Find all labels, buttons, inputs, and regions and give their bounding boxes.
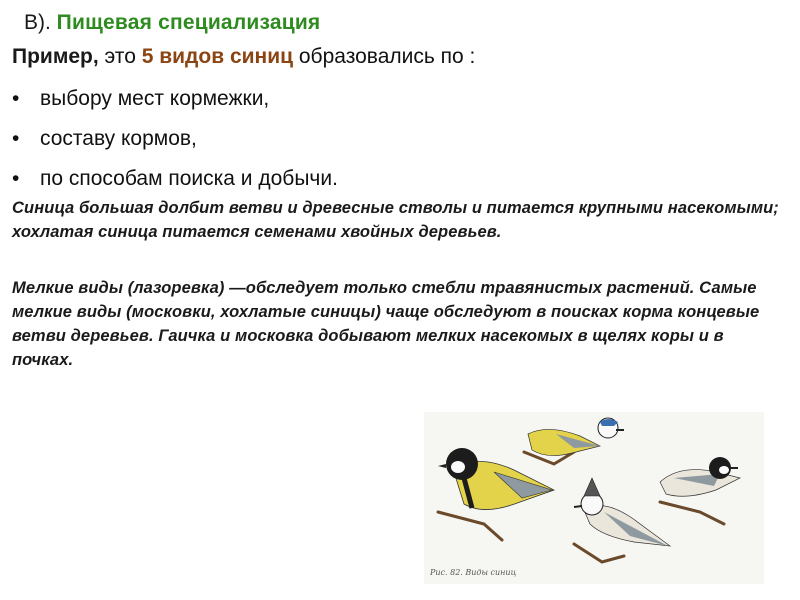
branch-3	[574, 544, 624, 562]
example-highlight: 5 видов синиц	[141, 45, 294, 68]
example-mid: это	[98, 45, 142, 68]
paragraph-great-tit: Синица большая долбит ветви и древесные стволы и питается крупными насекомыми; хохлатая синица питается семенами хвойных деревьев.	[12, 199, 779, 241]
list-item	[12, 86, 338, 126]
example-lead: Пример,	[12, 45, 99, 68]
branch-1	[438, 512, 502, 540]
slide-title	[24, 10, 320, 36]
coal-tit-bird	[660, 457, 740, 496]
title-prefix: В).	[24, 11, 57, 34]
blue-tit-bird	[528, 418, 624, 456]
bullet-text: по способам поиска и добычи.	[40, 167, 338, 190]
branch-4	[660, 502, 724, 524]
bullet-dot: •	[12, 87, 20, 110]
bullet-dot: •	[12, 127, 20, 150]
bullet-list	[12, 86, 338, 206]
example-line	[12, 44, 475, 70]
bullet-text: выбору мест кормежки,	[40, 87, 270, 110]
paragraph-small-species: Мелкие виды (лазоревка) —обследует только стебли травянистых растений. Самые мелкие виды (московки, хохлатые синицы) чаще обследуют в поисках корма концевые ветви деревьев. Гаичка и московка добывают мелких насекомых в щелях коры и в почках.	[12, 279, 760, 369]
title-accent: Пищевая специализация	[56, 11, 321, 34]
bullet-text: составу кормов,	[40, 127, 197, 150]
bullet-dot: •	[12, 167, 20, 190]
list-item	[12, 126, 338, 166]
example-tail: образовались по :	[293, 45, 476, 68]
crested-tit-bird	[574, 478, 670, 546]
figure-caption: Рис. 82. Виды синиц	[430, 568, 517, 577]
tits-illustration	[424, 412, 764, 584]
birds-drawing	[424, 412, 764, 584]
